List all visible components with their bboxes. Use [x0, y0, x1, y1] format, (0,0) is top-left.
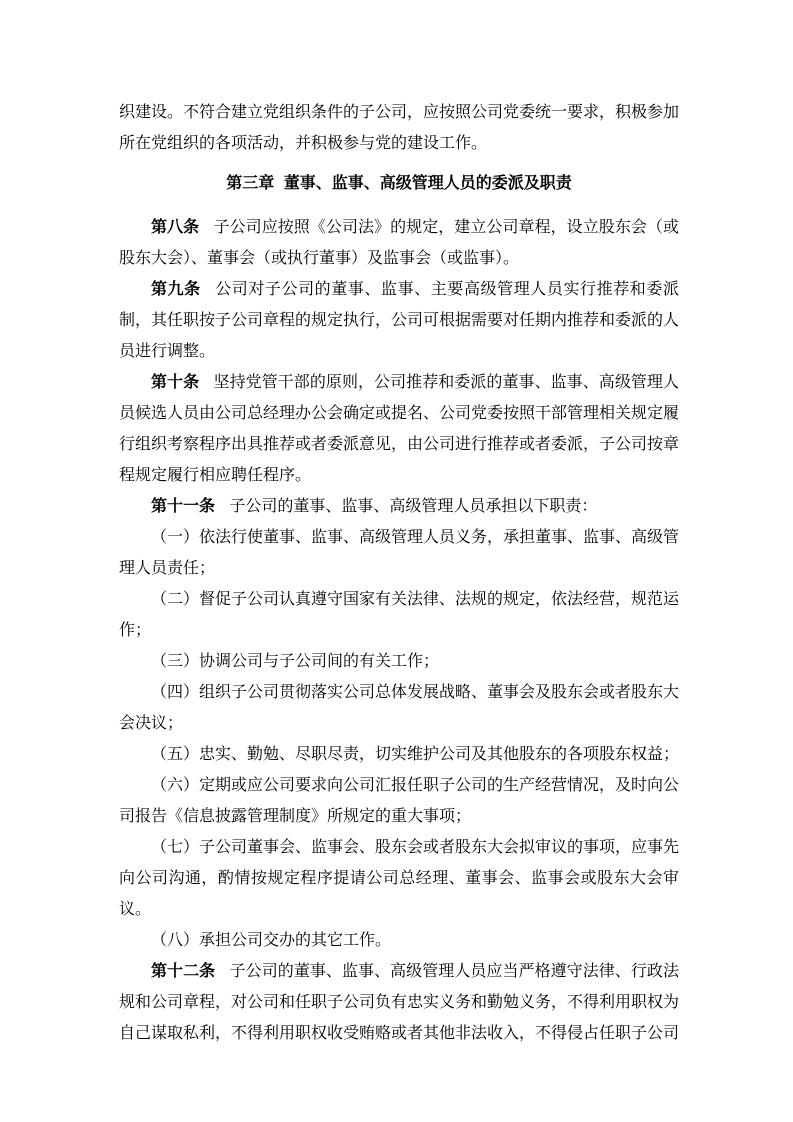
article-12-label: 第十二条 — [151, 963, 216, 980]
article-10-label: 第十条 — [151, 374, 200, 391]
duty-item-5: （五）忠实、勤勉、尽职尽责，切实维护公司及其他股东的各项股东权益； — [151, 746, 680, 763]
article-11-text: 子公司的董事、监事、高级管理人员承担以下职责： — [229, 498, 598, 515]
article-9-text: 公司对子公司的董事、监事、主要高级管理人员实行推荐和委派制，其任职按子公司章程的规定执行，公司可根据需要对任期内推荐和委派的人员进行调整。 — [119, 281, 680, 360]
article-8 — [119, 212, 679, 274]
duty-item-6: （六）定期或应公司要求向公司汇报任职子公司的生产经营情况，及时向公司报告《信息披露管理制度》所规定的重大事项； — [119, 777, 680, 825]
article-10-text: 坚持党管干部的原则，公司推荐和委派的董事、监事、高级管理人员候选人员由公司总经理办公会确定或提名、公司党委按照干部管理相关规定履行组织考察程序出具推荐或者委派意见，由公司进行推荐或者委派，子公司按章程规定履行相应聘任程序。 — [119, 374, 680, 484]
article-12-text: 子公司的董事、监事、高级管理人员应当严格遵守法律、行政法规和公司章程，对公司和任职子公司负有忠实义务和勤勉义务，不得利用职权为自己谋取私利，不得利用职权收受贿赂或者其他非法收入，不得侵占任职子公司 — [119, 963, 680, 1042]
chapter-number: 第三章 — [226, 175, 275, 192]
duty-item-8: （八）承担公司交办的其它工作。 — [151, 932, 392, 949]
article-8-label: 第八条 — [151, 219, 200, 236]
paragraph-continuation: 织建设。不符合建立党组织条件的子公司，应按照公司党委统一要求，积极参加所在党组织的各项活动，并积极参与党的建设工作。 — [119, 104, 680, 152]
article-11-label: 第十一条 — [151, 498, 216, 515]
article-11 — [119, 491, 679, 522]
article-9-label: 第九条 — [151, 281, 201, 298]
duty-item-4: （四）组织子公司贯彻落实公司总体发展战略、董事会及股东会或者股东大会决议； — [119, 684, 680, 732]
article-8-text: 子公司应按照《公司法》的规定，建立公司章程，设立股东会（或股东大会）、董事会（或执行董事）及监事会（或监事）。 — [119, 219, 679, 267]
duty-item-7: （七）子公司董事会、监事会、股东会或者股东大会拟审议的事项，应事先向公司沟通，酌情按规定程序提请公司总经理、董事会、监事会或股东大会审议。 — [119, 839, 680, 918]
article-9 — [119, 274, 679, 367]
duty-item-3: （三）协调公司与子公司间的有关工作； — [151, 653, 440, 670]
chapter-title: 董事、监事、高级管理人员的委派及职责 — [283, 175, 572, 192]
duty-item-2: （二）督促子公司认真遵守国家有关法律、法规的规定，依法经营，规范运作； — [119, 591, 680, 639]
article-12 — [119, 956, 679, 1049]
article-10 — [119, 367, 679, 491]
duty-item-1: （一）依法行使董事、监事、高级管理人员义务，承担董事、监事、高级管理人员责任； — [119, 529, 680, 577]
chapter-heading — [119, 168, 679, 199]
